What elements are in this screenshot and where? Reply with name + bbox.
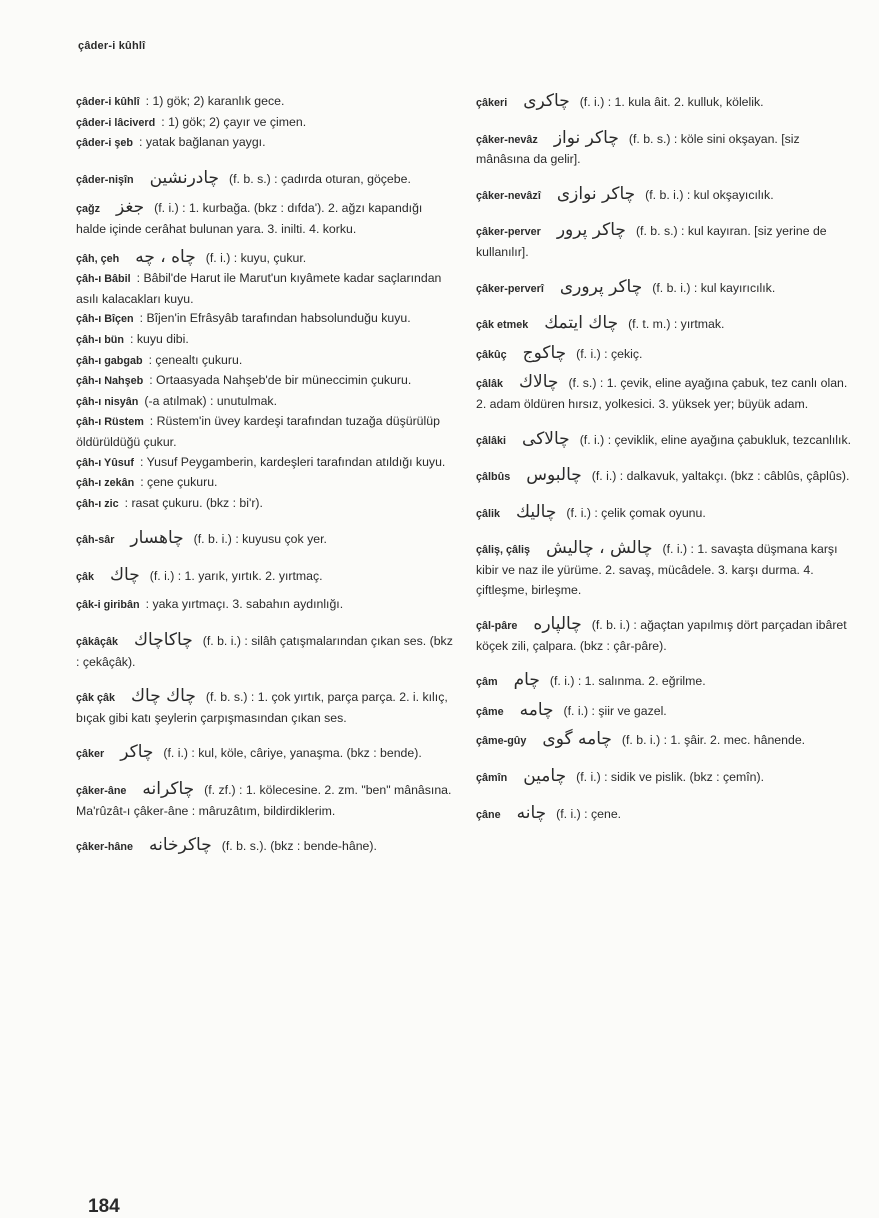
entry-definition: : rasat çukuru. (bkz : bi'r).	[124, 495, 263, 510]
dictionary-entry	[76, 133, 453, 154]
dictionary-entry	[76, 473, 453, 494]
dictionary-entry	[476, 503, 856, 525]
entry-headword: çâker-nevâz	[476, 133, 538, 146]
dictionary-entry	[476, 767, 856, 789]
entry-headword: çâker-hâne	[76, 841, 134, 854]
entry-headword: çâh-ı Yûsuf	[76, 456, 134, 469]
dictionary-entry	[476, 221, 856, 262]
dictionary-entry	[76, 92, 453, 113]
dictionary-entry	[476, 344, 856, 366]
entry-headword: çâk çâk	[76, 692, 116, 705]
entry-definition: (f. b. s.) : kul kayıran. [siz yerine de kullanılır].	[476, 224, 827, 259]
entry-arabic-script: چامين	[523, 766, 567, 787]
dictionary-entry	[76, 566, 453, 588]
entry-definition: (f. i.) : çekiç.	[576, 346, 643, 361]
left-column	[76, 92, 453, 858]
dictionary-entry	[76, 631, 453, 672]
dictionary-entry	[476, 539, 856, 600]
entry-headword: çâme	[476, 705, 504, 718]
entry-arabic-script: چاكر پرورى	[559, 276, 643, 297]
entry-definition: (f. i.) : şiir ve gazel.	[563, 703, 667, 718]
dictionary-entry	[476, 730, 856, 752]
entry-headword: çâliş, çâliş	[476, 544, 531, 557]
entry-definition: (f. b. i.) : ağaçtan yapılmış dört parçadan ibâret köçek zili, çalpara. (bkz : çâr-pâre).	[476, 618, 847, 653]
entry-definition: (-a atılmak) : unutulmak.	[144, 393, 277, 408]
entry-definition: : çenealtı çukuru.	[148, 352, 243, 367]
dictionary-entry	[76, 529, 453, 551]
dictionary-entry	[76, 687, 453, 728]
entry-arabic-script: چالپاره	[533, 614, 582, 635]
dictionary-entry	[76, 494, 453, 515]
entry-definition: (f. b. s.) : köle sini okşayan. [siz mânâsına da gelir].	[476, 131, 800, 167]
dictionary-entry	[476, 615, 856, 656]
dictionary-entry	[476, 430, 856, 452]
entry-headword: çâh-ı bün	[76, 333, 124, 346]
entry-headword: çâlâk	[476, 378, 504, 391]
entry-headword: çâkeri	[476, 97, 508, 109]
dictionary-entry	[76, 330, 453, 351]
entry-definition: : 1) gök; 2) karanlık gece.	[145, 94, 285, 108]
dictionary-entry	[76, 309, 453, 330]
entry-definition: (f. b. s.) : çadırda oturan, göçebe.	[229, 171, 411, 186]
entry-headword: çâkûç	[476, 348, 507, 361]
dictionary-entry	[476, 314, 856, 336]
entry-arabic-script: چاكر نواز	[553, 127, 619, 148]
entry-arabic-script: چاك ايتمك	[544, 313, 619, 334]
entry-arabic-script: جغز	[116, 197, 145, 218]
entry-definition: : yaka yırtmaçı. 3. sabahın aydınlığı.	[145, 597, 344, 612]
entry-headword: çâkâçâk	[76, 636, 119, 649]
entry-headword: çâmîn	[476, 772, 508, 785]
entry-arabic-script: چاه ، چه	[135, 246, 196, 267]
right-column	[476, 92, 856, 825]
entry-definition: (f. b. i.) : kul okşayıcılık.	[645, 187, 774, 202]
entry-definition: : Bîjen'in Efrâsyâb tarafından habsolunduğu kuyu.	[139, 311, 411, 326]
entry-headword: çâker-nevâzî	[476, 189, 541, 202]
entry-definition: (f. i.) : dalkavuk, yaltakçı. (bkz : câblûs, çâplûs).	[591, 469, 850, 484]
dictionary-entry	[76, 198, 453, 239]
entry-definition: (f. i.) : çelik çomak oyunu.	[566, 505, 706, 520]
entry-definition: : çene çukuru.	[140, 475, 218, 490]
entry-headword: çâker-âne	[76, 785, 127, 798]
entry-headword: çâk-i giribân	[76, 599, 140, 612]
entry-arabic-script: چاكر پرور	[556, 220, 626, 241]
entry-arabic-script: چاك	[110, 564, 140, 585]
entry-definition: : yatak bağlanan yaygı.	[139, 135, 266, 150]
dictionary-entry	[76, 269, 453, 309]
entry-headword: çâder-i lâciverd	[76, 116, 156, 129]
entry-arabic-script: چاكاچاك	[134, 630, 193, 651]
entry-arabic-script: چاك چاك	[131, 686, 196, 707]
running-head: çâder-i kûhlî	[78, 40, 146, 52]
entry-headword: çağz	[76, 203, 101, 216]
entry-arabic-script: چالاكى	[522, 428, 570, 449]
dictionary-entry	[76, 595, 453, 616]
entry-definition: (f. i.) : sidik ve pislik. (bkz : çemîn).	[576, 770, 764, 785]
entry-definition: (f. b. i.) : silâh çatışmalarından çıkan ses. (bkz : çekâçâk).	[76, 634, 453, 669]
entry-headword: çâder-i kûhlî	[76, 96, 140, 108]
entry-headword: çâme-gûy	[476, 735, 527, 748]
dictionary-entry	[476, 466, 856, 488]
dictionary-entry	[476, 804, 856, 826]
entry-arabic-script: چاكر نوازى	[556, 183, 636, 204]
entry-headword: çâlâki	[476, 434, 507, 447]
entry-definition: : Yusuf Peygamberin, kardeşleri tarafından atıldığı kuyu.	[140, 454, 446, 469]
dictionary-entry	[76, 836, 453, 858]
entry-headword: çâlbûs	[476, 471, 511, 484]
entry-headword: çâlik	[476, 507, 501, 520]
dictionary-entry	[76, 169, 453, 191]
entry-definition: (f. i.) : çene.	[556, 806, 622, 821]
entry-arabic-script: چاكرخانه	[149, 835, 212, 856]
entry-definition: (f. t. m.) : yırtmak.	[628, 317, 725, 332]
page-number: 184	[88, 1196, 120, 1217]
entry-definition: (f. b. s.). (bkz : bende-hâne).	[221, 839, 377, 854]
dictionary-entry	[476, 129, 856, 170]
dictionary-entry	[476, 278, 856, 300]
entry-arabic-script: چالش ، چاليش	[546, 538, 653, 559]
entry-definition: (f. i.) : 1. yarık, yırtık. 2. yırtmaç.	[149, 568, 323, 583]
entry-headword: çâh-sâr	[76, 534, 115, 547]
dictionary-entry	[76, 371, 453, 392]
dictionary-entry	[476, 373, 856, 414]
entry-headword: çâh-ı Rüstem	[76, 416, 144, 429]
entry-headword: çâh-ı zekân	[76, 477, 135, 490]
entry-headword: çâne	[476, 808, 501, 821]
entry-headword: çâh-ı Bîçen	[76, 313, 134, 326]
entry-headword: çâker	[76, 748, 105, 761]
entry-arabic-script: چالاك	[519, 372, 559, 393]
entry-arabic-script: چالبوس	[526, 465, 582, 486]
entry-arabic-script: چاكرانه	[142, 779, 195, 800]
dictionary-entry	[76, 392, 453, 413]
dictionary-entry	[476, 92, 856, 114]
entry-definition: : Ortaasyada Nahşeb'de bir müneccimin çukuru.	[149, 373, 412, 388]
entry-headword: çâder-nişîn	[76, 173, 134, 186]
entry-definition: (f. i.) : kul, köle, câriye, yanaşma. (bkz : bende).	[163, 746, 422, 761]
entry-headword: çâh-ı Bâbil	[76, 273, 131, 286]
entry-headword: çâh-ı gabgab	[76, 354, 143, 367]
dictionary-entry	[76, 453, 453, 474]
entry-definition: (f. b. i.) : kuyusu çok yer.	[193, 532, 327, 547]
entry-arabic-script: چادرنشین	[149, 167, 220, 188]
entry-definition: (f. i.) : çeviklik, eline ayağına çabukluk, tezcanlılık.	[579, 432, 852, 447]
dictionary-entry	[76, 248, 453, 270]
entry-definition: : Rüstem'in üvey kardeşi tarafından tuzağa düşürülüp öldürüldüğü çukur.	[76, 414, 440, 449]
entry-definition: (f. b. i.) : 1. şâir. 2. mec. hânende.	[621, 733, 806, 748]
dictionary-entry	[76, 412, 453, 452]
entry-arabic-script: چانه	[516, 802, 547, 823]
entry-definition: : Bâbil'de Harut ile Marut'un kıyâmete kadar saçlarından asılı kalacakları kuyu.	[76, 271, 442, 306]
entry-headword: çâh, çeh	[76, 252, 120, 265]
entry-headword: çâker-perverî	[476, 282, 544, 295]
dictionary-entry	[76, 351, 453, 372]
dictionary-entry	[476, 671, 856, 693]
entry-definition: : 1) gök; 2) çayır ve çimen.	[161, 114, 307, 129]
dictionary-entry	[76, 743, 453, 765]
entry-headword: çâh-ı nisyân	[76, 395, 139, 408]
entry-definition: : kuyu dibi.	[130, 331, 189, 346]
entry-definition: (f. zf.) : 1. kölecesine. 2. zm. "ben" mânâsına. Ma'rûzât-ı çâker-âne : mâruzâtım, bildirdiklerim.	[76, 783, 452, 818]
entry-headword: çâh-ı Nahşeb	[76, 375, 144, 388]
entry-headword: çâh-ı zic	[76, 497, 119, 510]
entry-arabic-script: چام	[513, 670, 540, 691]
entry-arabic-script: چاليك	[516, 501, 557, 522]
dictionary-entry	[76, 113, 453, 134]
entry-headword: çâker-perver	[476, 226, 541, 239]
entry-definition: (f. i.) : 1. salınma. 2. eğrilme.	[549, 674, 706, 689]
entry-arabic-script: چامه گوى	[542, 729, 612, 750]
entry-definition: (f. s.) : 1. çevik, eline ayağına çabuk, tez canlı olan. 2. adam öldüren hırsız, yolkesici. 3. yüksek yer; büyük adam.	[476, 376, 848, 411]
entry-arabic-script: چاكوج	[522, 342, 567, 363]
entry-definition: (f. b. i.) : kul kayırıcılık.	[652, 280, 776, 295]
entry-definition: (f. i.) : 1. kula âit. 2. kulluk, kölelik.	[579, 95, 764, 109]
dictionary-entry	[476, 701, 856, 723]
entry-arabic-script: چاكر	[120, 742, 154, 763]
entry-headword: çâk etmek	[476, 319, 529, 332]
entry-headword: çâm	[476, 676, 498, 689]
dictionary-entry	[76, 780, 453, 821]
entry-headword: çâl-pâre	[476, 620, 518, 633]
entry-definition: (f. i.) : 1. kurbağa. (bkz : dıfda'). 2. ağzı kapandığı halde içinde cerâhat bulunan yara. 3. inilti. 4. korku.	[76, 201, 423, 236]
entry-definition: (f. i.) : kuyu, çukur.	[205, 250, 307, 265]
entry-definition: (f. b. s.) : 1. çok yırtık, parça parça. 2. i. kılıç, bıçak gibi katı şeylerin çarpışmasından çıkan ses.	[76, 690, 448, 725]
entry-definition: (f. i.) : 1. savaşta düşmana karşı kibir ve naz ile yürüme. 2. savaş, mücâdele. 3. karşı durma. 4. çiftleşme, birleşme.	[476, 542, 838, 597]
entry-headword: çâder-i şeb	[76, 137, 134, 150]
entry-arabic-script: چاهسار	[130, 528, 184, 549]
entry-headword: çâk	[76, 570, 95, 583]
dictionary-entry	[476, 185, 856, 207]
entry-arabic-script: چامه	[519, 699, 554, 720]
entry-arabic-script: چاكرى	[523, 91, 570, 111]
